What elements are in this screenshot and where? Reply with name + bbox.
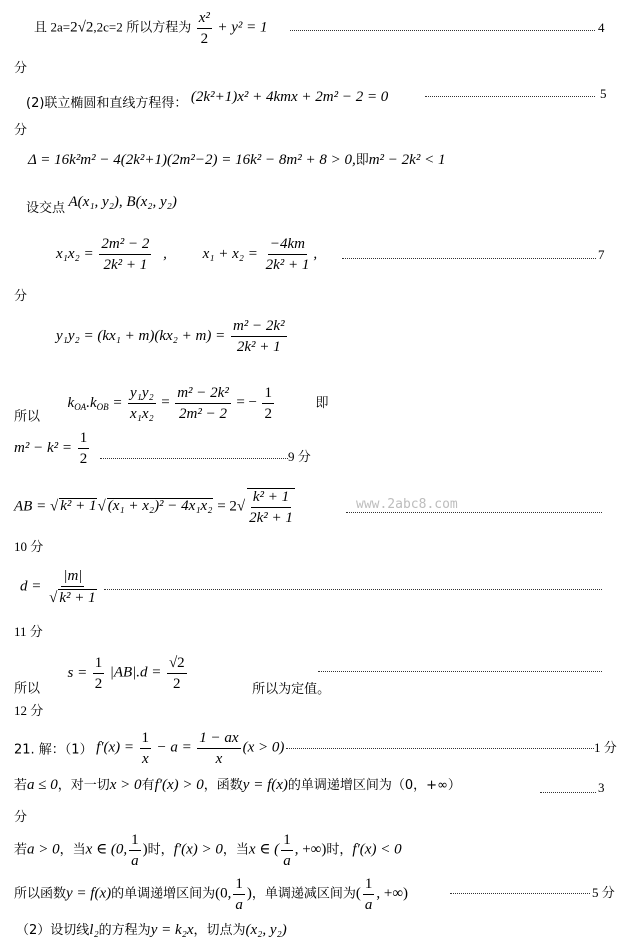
frac-num: k² + 1 (251, 489, 291, 508)
math: l₂ (89, 922, 99, 938)
math: (x₂, y₂) (245, 922, 287, 938)
leader-dots (104, 589, 602, 590)
label-combine: (2)联立椭圆和直线方程得： (26, 96, 188, 111)
math-m2-k2-lhs: m² − k² = (14, 439, 72, 456)
text-2c: ,2c=2 (93, 19, 123, 35)
frac-num: −4km (268, 236, 307, 255)
leader-dots (540, 792, 596, 793)
math-x1-plus-x2-lhs: x₁ + x₂ = (202, 245, 258, 262)
text: 时， (147, 842, 174, 858)
text: （2）设切线 (16, 923, 90, 938)
math-x1x2-lhs: x₁x₂ = (56, 245, 94, 262)
label-so-equation: 所以方程为 (126, 20, 192, 36)
math-sqrt-k2: k² + 1 (60, 498, 97, 515)
watermark: www.2abc8.com (356, 497, 458, 512)
math-y1y2-lhs: y₁y₂ = (kx₁ + m)(kx₂ + m) = (56, 327, 226, 344)
sub-OB: OB (96, 401, 109, 412)
label-set-points: 设交点 (26, 201, 66, 216)
leader-dots (290, 30, 595, 31)
text-namely: 即 (315, 395, 329, 411)
frac-den: 2 (173, 675, 181, 692)
text-constant: 所以为定值。 (252, 681, 331, 697)
frac-den: x (141, 750, 149, 767)
math-d-lhs: d = (20, 578, 42, 595)
line-case-a-le-0 (14, 778, 461, 793)
leader-dots (450, 893, 590, 894)
score-12: 12 分 (14, 703, 44, 718)
math-eq-minus: = − (236, 394, 257, 411)
frac-den: x (215, 750, 223, 767)
math: y = k₂x (150, 922, 194, 938)
math-sqrt-k2: k² + 1 (59, 589, 96, 606)
frac-num: √2 (167, 655, 187, 674)
math: x ∈ ( (248, 841, 280, 858)
leader-dots (286, 748, 594, 749)
leader-dots (425, 96, 595, 97)
text: ，切点为 (193, 923, 246, 938)
math-k: k (67, 394, 75, 411)
line-AB-length: AB = √ k² + 1√ (x₁ + x₂)² − 4x₁x₂ = 2√ $\frac{\text{k² + 1}}{\text{2k² + 1}}$ (14, 489, 293, 526)
frac-den: 2 (94, 675, 103, 692)
score-4: 4 (598, 20, 605, 35)
text: ，对一切 (57, 778, 110, 793)
text: ，当 (222, 842, 249, 858)
math-inequality: m² − 2k² < 1 (368, 152, 446, 168)
frac-num: 1 (129, 832, 141, 851)
line-ellipse-equation (34, 10, 268, 47)
math-AB-d: |AB|.d = (109, 664, 162, 681)
line-area (14, 655, 330, 696)
frac-num: m² − 2k² (175, 385, 231, 404)
math: , +∞) (376, 885, 409, 902)
text-2a: 2a= (50, 19, 71, 35)
fraction-sqrt (247, 488, 295, 526)
frac-num: 1 (281, 832, 293, 851)
fraction-sum (264, 236, 312, 273)
line-vieta: x₁x₂ = $\frac{\text{2m² − 2}}{\text{2k² + 1}}$ , x₁ + x₂ = $\frac{-4km}{\text{2k² + 1}}$ , (56, 236, 318, 273)
math-domain: (x > 0) (242, 739, 285, 756)
text: ，单调递减区间为 (251, 886, 356, 902)
score-unit: 分 (14, 61, 28, 76)
frac-num: 1 (233, 876, 245, 895)
math: ) (142, 841, 148, 858)
score-9: 9 分 (288, 449, 311, 464)
math-AB-lhs: AB = (14, 498, 47, 515)
frac-num: 1 (78, 430, 90, 449)
line-combined-equation (26, 90, 388, 110)
frac-num: y₁y₂ (128, 385, 156, 404)
frac-den: a (364, 896, 373, 913)
leader-dots (318, 671, 602, 672)
frac-num: x² (197, 10, 212, 29)
fraction-half (262, 385, 274, 422)
fraction-1-over-a (281, 832, 293, 869)
math: f′(x) > 0 (173, 841, 223, 858)
math: ( (355, 885, 361, 902)
text: 的单调递增区间为 (111, 886, 216, 902)
text: 时， (326, 842, 353, 858)
text: 的单调递增区间为（0，+∞） (287, 778, 461, 793)
label-q21: 21. 解：（1） (14, 742, 93, 758)
math-points-AB: A(x₁, y₂), B(x₂, y₂) (68, 194, 177, 210)
line-q21-derivative (14, 730, 284, 767)
frac-num: 2m² − 2 (99, 236, 151, 255)
frac-num: 1 (363, 876, 375, 895)
score-unit: 分 (14, 810, 28, 825)
text-and: 且 (34, 20, 48, 36)
frac-den: 2 (264, 405, 272, 422)
frac-den: a (283, 852, 291, 869)
math: (0, (215, 885, 232, 902)
math-eq-2: = 2 (217, 498, 237, 515)
score-10: 10 分 (14, 539, 44, 554)
score-11: 11 分 (14, 624, 43, 639)
math-minus-a: − a = (156, 739, 192, 756)
fraction-1-over-a (233, 876, 245, 913)
fraction-y1y2 (231, 318, 287, 355)
fraction-distance (47, 568, 99, 606)
leader-dots (346, 512, 602, 513)
math-s-lhs: s = (67, 664, 88, 681)
math-quadratic: (2k²+1)x² + 4kmx + 2m² − 2 = 0 (190, 89, 389, 105)
frac-den: 2m² − 2 (179, 405, 227, 422)
frac-num: m² − 2k² (231, 318, 287, 337)
fraction-half (93, 655, 105, 692)
line-discriminant (28, 153, 445, 168)
math: f′(x) > 0 (154, 777, 204, 793)
math: ) (246, 885, 252, 902)
math-k: .k (86, 394, 97, 411)
score-unit: 分 (14, 289, 28, 304)
score-5: 5 (600, 86, 607, 101)
math: y = f(x) (66, 885, 112, 902)
math-sqrt-discriminant: (x₁ + x₂)² − 4x₁x₂ (107, 498, 213, 515)
frac-den: 2k² + 1 (265, 256, 310, 273)
line-m2-k2 (14, 430, 91, 467)
text: 若 (14, 778, 28, 793)
score-unit: 分 (14, 123, 28, 138)
leader-dots (100, 458, 288, 459)
sub-OA: OA (74, 401, 87, 412)
text: ，当 (59, 842, 86, 858)
frac-den: 2k² + 1 (103, 256, 148, 273)
fraction-product (99, 236, 151, 273)
frac-num: 1 (93, 655, 105, 674)
line-distance (20, 568, 101, 606)
label-therefore: 所以 (14, 681, 41, 697)
frac-num: 1 (140, 730, 152, 749)
score-7: 7 (598, 247, 605, 262)
text: 有 (141, 778, 155, 793)
math: , +∞) (294, 841, 327, 858)
math: a ≤ 0 (27, 777, 58, 793)
label-therefore: 所以 (14, 409, 41, 425)
math-fprime-lhs: f′(x) = (96, 739, 135, 756)
frac-den: x₁x₂ (129, 405, 154, 422)
text-namely: 即 (355, 153, 369, 168)
line-monotonic-intervals (14, 876, 408, 913)
text: 所以函数 (14, 886, 67, 902)
math: x ∈ (0, (85, 841, 128, 858)
math-2root2: 2√2 (70, 19, 94, 36)
frac-den: a (131, 852, 139, 869)
math: y = f(x) (242, 777, 288, 793)
math: a > 0 (27, 841, 60, 858)
line-case-a-gt-0 (14, 832, 402, 869)
fraction-1-over-a (129, 832, 141, 869)
line-slope-product: 所以 $k_{OA}.k_{OB}$ = $\frac{\text{y₁y₂}}{\text{x₁x₂}}$ = $\frac{\text{m² − 2k²}}{\text{2m² − 2}}$ = − $\frac{1}{2}$ 即 (14, 385, 329, 425)
score-3: 3 (598, 780, 605, 795)
fraction-y-over-x (128, 385, 156, 422)
math-discriminant: Δ = 16k²m² − 4(2k²+1)(2m²−2) = 16k² − 8m² + 8 > 0, (28, 152, 356, 168)
math: x > 0 (109, 777, 142, 793)
text: 的方程为 (98, 923, 151, 938)
line-y1y2 (56, 318, 289, 355)
frac-den: 2 (200, 30, 209, 47)
frac-num: 1 (262, 385, 274, 404)
frac-den: 2k² + 1 (249, 509, 293, 526)
leader-dots (342, 258, 596, 259)
fraction-1-over-a (363, 876, 375, 913)
frac-den: 2 (79, 450, 88, 467)
frac-den: 2k² + 1 (236, 338, 281, 355)
fraction-half (78, 430, 90, 467)
text: ，函数 (203, 778, 243, 793)
math-y2-eq-1: + y² = 1 (217, 19, 268, 36)
frac-num: |m| (61, 568, 84, 587)
math: f′(x) < 0 (352, 841, 402, 858)
frac-den: √ k² + 1 (49, 589, 96, 606)
fraction-1-ax-over-x (197, 730, 240, 767)
text: 若 (14, 842, 28, 858)
fraction-m-k (175, 385, 231, 422)
score-5: 5 分 (592, 885, 615, 900)
frac-num: 1 − ax (197, 730, 240, 749)
fraction-x2-over-2 (197, 10, 212, 47)
fraction-1-over-x (140, 730, 152, 767)
fraction-root2-over-2 (167, 655, 187, 692)
frac-den: a (235, 896, 243, 913)
score-1: 1 分 (594, 740, 617, 755)
line-intersection-points (26, 195, 177, 215)
line-tangent (16, 923, 287, 938)
